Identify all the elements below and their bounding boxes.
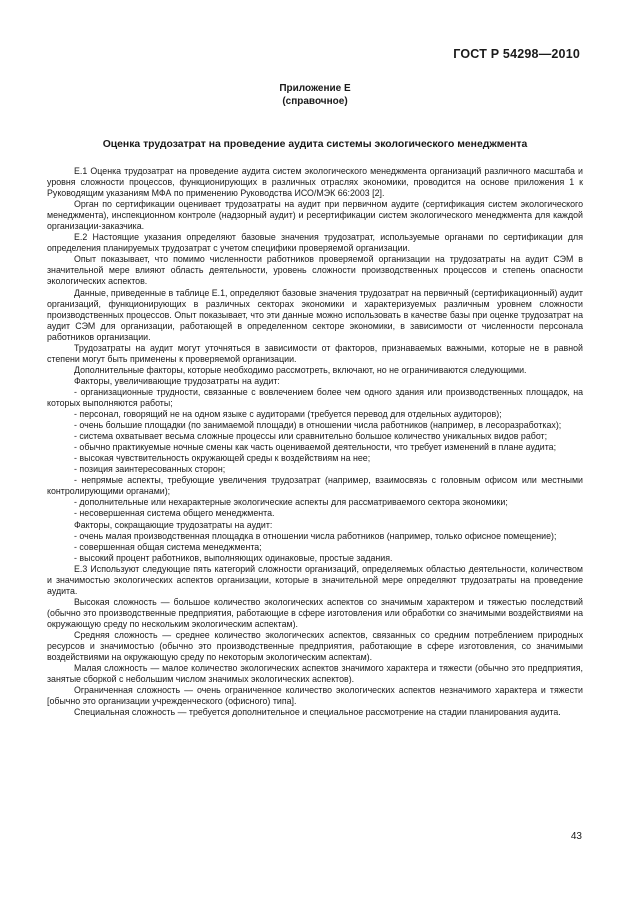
list-item: - дополнительные или нехарактерные экологические аспекты для рассматриваемого сектора экономики;: [74, 497, 508, 508]
list-item: - высокий процент работников, выполняющих одинаковые, простые задания.: [74, 552, 393, 563]
paragraph: Опыт показывает, что помимо численности работников проверяемой организации на трудозатраты на аудит СЭМ в значительной мере влияют область деятельности, уровень сложности производственных процессов и степень опасности экологических аспектов.: [47, 254, 583, 287]
paragraph: Ограниченная сложность — очень ограниченное количество экологических аспектов незначимого характера и тяжести [обычно это организации учрежденческого (офисного) типа].: [47, 685, 583, 707]
list-heading: Факторы, сокращающие трудозатраты на аудит:: [74, 519, 273, 530]
annex-title-block: [0, 82, 630, 108]
list-item: - очень большие площадки (по занимаемой площади) в отношении числа работников (например, в лесоразработках);: [74, 420, 562, 431]
paragraph: Е.1 Оценка трудозатрат на проведение аудита систем экологического менеджмента организаций различного масштаба и уровня сложности процессов, функционирующих в различных отраслях экономики, проводится на основе приложения 1 к Руководящим указаниям МФА по применению Руководства ИСО/МЭК 66:2003 [2].: [47, 166, 583, 199]
list-item: - непрямые аспекты, требующие увеличения трудозатрат (например, взаимосвязь с головным офисом или местными контролирующими органами);: [47, 475, 583, 497]
standard-header: ГОСТ Р 54298—2010: [453, 47, 580, 61]
list-item: - несовершенная система общего менеджмента.: [74, 508, 275, 519]
paragraph: Малая сложность — малое количество экологических аспектов значимого характера и тяжести (обычно это предприятия, занятые сборкой с небольшим числом значимых экологических аспектов).: [47, 663, 583, 685]
list-item: - позиция заинтересованных сторон;: [74, 464, 226, 475]
annex-subtitle: (справочное): [282, 96, 348, 107]
body-text: [47, 166, 583, 718]
paragraph: Е.3 Используют следующие пять категорий сложности организаций, определяемых областью деятельности, количеством и значимостью экологических аспектов организации, которые в значительной мере определяют трудозатраты на проведение аудита.: [47, 563, 583, 596]
list-item: - совершенная общая система менеджмента;: [74, 541, 262, 552]
section-heading: Оценка трудозатрат на проведение аудита системы экологического менеджмента: [102, 139, 528, 150]
list-item: - обычно практикуемые ночные смены как часть оцениваемой деятельности, что требует изменений в плане аудита;: [74, 442, 557, 453]
paragraph: Дополнительные факторы, которые необходимо рассмотреть, включают, но не ограничиваются следующими.: [74, 364, 527, 375]
paragraph: Трудозатраты на аудит могут уточняться в зависимости от факторов, признаваемых важными, которые не в равной степени могут быть применены к проверяемой организации.: [47, 342, 583, 364]
list-item: - персонал, говорящий не на одном языке с аудиторами (требуется перевод для отдельных аудиторов);: [74, 409, 502, 420]
list-item: - организационные трудности, связанные с вовлечением более чем одного здания или производственных площадок, на которых выполняются работы;: [47, 386, 583, 408]
list-item: - система охватывает весьма сложные процессы или сравнительно большое количество уникальных видов работ;: [74, 431, 548, 442]
paragraph: Высокая сложность — большое количество экологических аспектов со значимым характером и тяжестью последствий (обычно это производственные предприятия, работающие в сфере изготовления или обработки со значимыми воздействиями на окружающую среду по нескольким экологическим аспектам).: [47, 596, 583, 629]
annex-title: Приложение Е: [279, 83, 351, 94]
paragraph: Средняя сложность — среднее количество экологических аспектов, связанных со средним потреблением природных ресурсов и значимостью (обычно это производственные предприятия, работающие в сфере изготовления, со значимыми воздействиями на окружающую среду по некоторым экологическим аспектам).: [47, 629, 583, 663]
list-item: - очень малая производственная площадка в отношении числа работников (например, только офисное помещение);: [74, 530, 557, 541]
list-heading: Факторы, увеличивающие трудозатраты на аудит:: [74, 375, 280, 386]
paragraph: Специальная сложность — требуется дополнительное и специальное рассмотрение на стадии планирования аудита.: [74, 707, 561, 718]
paragraph: Е.2 Настоящие указания определяют базовые значения трудозатрат, используемые органами по сертификации для определения планируемых трудозатрат с учетом специфики проверяемой организации.: [47, 232, 583, 254]
page-number: 43: [570, 831, 582, 842]
list-item: - высокая чувствительность окружающей среды к воздействиям на нее;: [74, 453, 371, 464]
paragraph: Данные, приведенные в таблице Е.1, определяют базовые значения трудозатрат на первичный (сертификационный) аудит организаций, функционирующих в различных секторах экономики и характеризуемых различным уровнем сложности производственных процессов. Опыт показывает, что эти данные можно использовать в качестве базы при оценке трудозатрат на аудит СЭМ для организации, работающей в определенном секторе экономики, в зависимости от численности персонала работников организации.: [47, 287, 583, 342]
paragraph: Орган по сертификации оценивает трудозатраты на аудит при первичном аудите (сертификация систем экологического менеджмента), инспекционном контроле (надзорный аудит) и ресертификации систем экологического менеджмента для каждой организации-заказчика.: [47, 199, 583, 232]
